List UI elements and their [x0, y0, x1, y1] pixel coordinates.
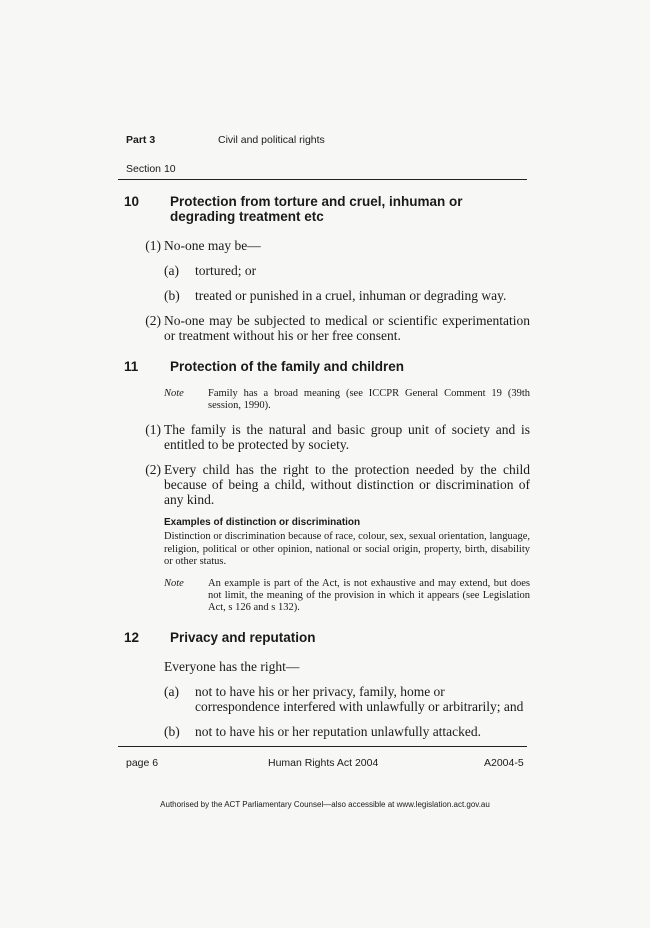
examples-text: Distinction or discrimination because of race, colour, sex, sexual orientation, language, religion, political or other opinion, national or social origin, property, birth, disability or other status.	[164, 531, 530, 567]
examples-heading: Examples of distinction or discrimination	[164, 517, 361, 528]
paragraph-number: (b)	[164, 288, 180, 303]
header-part-title: Civil and political rights	[218, 134, 325, 146]
subsection	[118, 313, 530, 343]
subsection-text: The family is the natural and basic group unit of society and is entitled to be protected by society.	[164, 422, 530, 452]
paragraph-text: not to have his or her reputation unlawfully attacked.	[195, 723, 482, 739]
header-section: Section 10	[126, 163, 176, 175]
note-label: Note	[164, 388, 184, 399]
authorisation-notice: Authorised by the ACT Parliamentary Counsel—also accessible at www.legislation.act.gov.au	[160, 800, 490, 809]
footer-act-id: A2004-5	[484, 757, 524, 769]
section-12-heading	[118, 630, 530, 645]
subsection-number: (2)	[145, 462, 161, 477]
paragraph-text: tortured; or	[195, 263, 257, 278]
paragraph-text: not to have his or her privacy, family, home or correspondence interfered with unlawfully or arbitrarily; and	[195, 683, 524, 714]
subsection-text: Every child has the right to the protection needed by the child because of being a child, without distinction or discrimination of any kind.	[164, 462, 530, 507]
header-divider	[118, 179, 527, 180]
footer-page-number: page 6	[126, 757, 159, 769]
paragraph	[118, 724, 530, 739]
section-intro: Everyone has the right—	[164, 658, 300, 674]
subsection-number: (2)	[145, 313, 161, 328]
subsection	[118, 238, 530, 253]
footer-act-title: Human Rights Act 2004	[268, 757, 379, 769]
section-number: 11	[124, 359, 139, 374]
subsection	[118, 462, 530, 507]
section-number: 12	[124, 629, 140, 645]
header-part: Part 3	[126, 134, 156, 146]
subsection-number: (1)	[145, 422, 161, 437]
subsection-text: No-one may be—	[164, 238, 261, 253]
section-10-heading	[118, 194, 530, 224]
paragraph-number: (b)	[164, 723, 180, 739]
paragraph	[118, 263, 530, 278]
note-text: Family has a broad meaning (see ICCPR General Comment 19 (39th session, 1990).	[208, 388, 530, 411]
paragraph	[118, 288, 530, 303]
paragraph	[118, 684, 530, 714]
section-11-heading	[118, 359, 530, 374]
section-title: Privacy and reputation	[170, 629, 316, 645]
subsection-number: (1)	[145, 238, 161, 253]
subsection	[118, 422, 530, 452]
footer-divider	[118, 746, 527, 747]
page-body	[118, 194, 530, 749]
paragraph-number: (a)	[164, 683, 179, 699]
note	[118, 578, 530, 614]
paragraph-number: (a)	[164, 263, 179, 278]
paragraph-text: treated or punished in a cruel, inhuman or degrading way.	[195, 288, 507, 303]
section-number: 10	[124, 194, 140, 209]
subsection-text: No-one may be subjected to medical or scientific experimentation or treatment without his or her free consent.	[164, 313, 530, 343]
note	[118, 388, 530, 412]
section-title: Protection of the family and children	[170, 359, 405, 374]
note-text: An example is part of the Act, is not exhaustive and may extend, but does not limit, the meaning of the provision in which it appears (see Legislation Act, s 126 and s 132).	[208, 577, 530, 613]
section-title: Protection from torture and cruel, inhuman or degrading treatment etc	[170, 194, 463, 224]
note-label: Note	[164, 577, 184, 589]
